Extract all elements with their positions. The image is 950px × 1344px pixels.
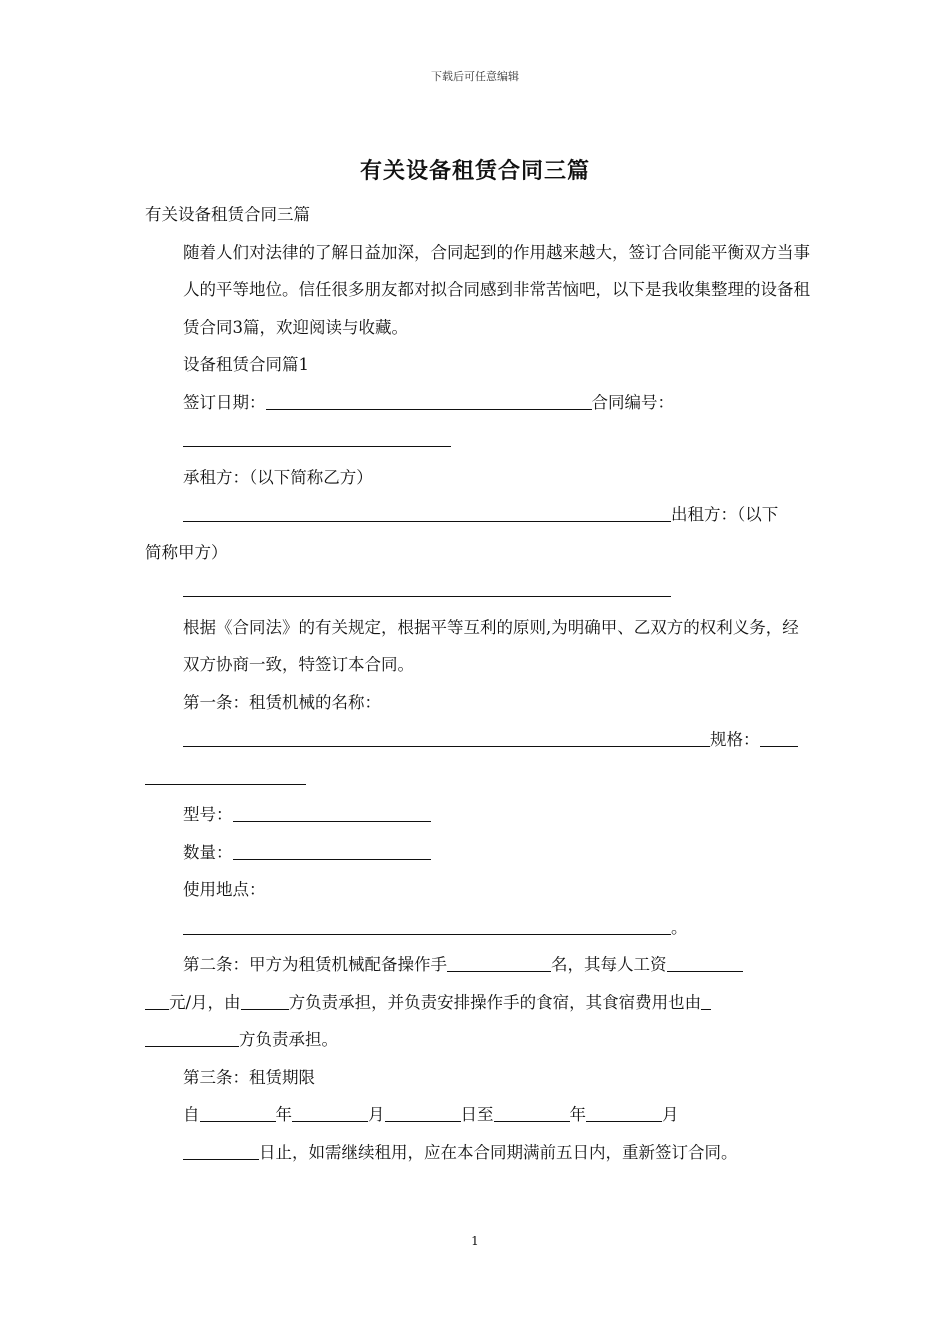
article2-line3	[145, 1021, 810, 1059]
term-month-2: 月	[662, 1105, 679, 1124]
board-payer-blank	[701, 992, 711, 1010]
location-line: 使用地点：	[183, 880, 266, 899]
operator-count-blank	[447, 955, 551, 973]
article2-line1	[145, 946, 810, 984]
contract-no-label: 合同编号：	[591, 392, 674, 412]
term-day-to: 日至	[460, 1105, 494, 1124]
article2-text3: 元/月，由	[169, 992, 241, 1012]
article2-text1: 第二条：甲方为租赁机械配备操作手	[183, 955, 447, 974]
term-end: 日止，如需继续租用，应在本合同期满前五日内，重新签订合同。	[259, 1142, 738, 1162]
lessor-blank-line	[145, 571, 810, 609]
term-line2	[145, 1134, 810, 1172]
lessor-label: 出租方：（以下	[671, 505, 779, 524]
machine-name-blank	[183, 730, 710, 748]
lessor-blank	[183, 580, 671, 598]
lessee-blank-line	[145, 496, 810, 534]
page-header: 下载后可任意编辑	[431, 70, 519, 83]
name-spec-line	[145, 721, 810, 759]
lessee-line: 承租方：（以下简称乙方）	[183, 467, 373, 487]
quantity-line	[145, 834, 810, 872]
spec-blank	[760, 730, 798, 748]
article2-text4: 方负责承担，并负责安排操作手的食宿，其食宿费用也由	[288, 992, 702, 1012]
article1-title: 第一条：租赁机械的名称：	[183, 692, 381, 712]
location-blank	[183, 917, 671, 935]
article2-line2	[145, 984, 810, 1022]
article2-text5: 方负责承担。	[239, 1030, 338, 1049]
start-year-blank	[200, 1105, 276, 1123]
location-blank-line	[145, 909, 810, 947]
term-month-1: 月	[368, 1105, 385, 1124]
contract-no-blank	[183, 430, 451, 448]
basis-paragraph: 根据《合同法》的有关规定，根据平等互利的原则,为明确甲、乙双方的权利义务，经双方协商一致，特签订本合同。	[183, 617, 799, 674]
intro-paragraph: 随着人们对法律的了解日益加深，合同起到的作用越来越大，签订合同能平衡双方当事人的平等地位。信任很多朋友都对拟合同感到非常苦恼吧，以下是我收集整理的设备租赁合同3篇，欢迎阅读与收藏。	[183, 242, 810, 337]
quantity-blank	[233, 842, 431, 860]
end-month-blank	[586, 1105, 662, 1123]
spec-label: 规格：	[710, 730, 760, 749]
end-day-blank	[183, 1142, 259, 1160]
period-mark: 。	[671, 917, 688, 937]
sign-date-label: 签订日期：	[183, 392, 266, 412]
spec-blank-cont-line	[145, 759, 810, 797]
spec-blank-cont	[145, 767, 306, 785]
section-title: 设备租赁合同篇1	[183, 355, 309, 374]
model-label: 型号：	[183, 805, 233, 824]
document-title: 有关设备租赁合同三篇	[359, 158, 590, 184]
term-year-1: 年	[275, 1105, 292, 1124]
subtitle: 有关设备租赁合同三篇	[145, 205, 310, 224]
end-year-blank	[494, 1105, 570, 1123]
document-body	[145, 196, 810, 1171]
model-line	[145, 796, 810, 834]
wage-blank	[667, 955, 743, 973]
quantity-label: 数量：	[183, 842, 233, 862]
sign-date-line	[145, 384, 810, 422]
article2-text2: 名，其每人工资	[551, 955, 667, 974]
board-payer-blank-cont	[145, 1030, 239, 1048]
wage-blank-cont	[145, 992, 169, 1010]
term-line1	[145, 1096, 810, 1134]
page-number: 1	[471, 1234, 479, 1248]
lessee-blank	[183, 505, 671, 523]
wage-payer-blank	[241, 992, 289, 1010]
term-year-2: 年	[569, 1105, 586, 1124]
article3-title: 第三条：租赁期限	[183, 1067, 315, 1087]
term-from: 自	[183, 1105, 200, 1124]
contract-no-line	[145, 421, 810, 459]
model-blank	[233, 805, 431, 823]
sign-date-blank	[266, 392, 592, 410]
start-day-blank	[385, 1105, 461, 1123]
lessor-label-cont: 简称甲方）	[145, 542, 228, 562]
start-month-blank	[292, 1105, 368, 1123]
